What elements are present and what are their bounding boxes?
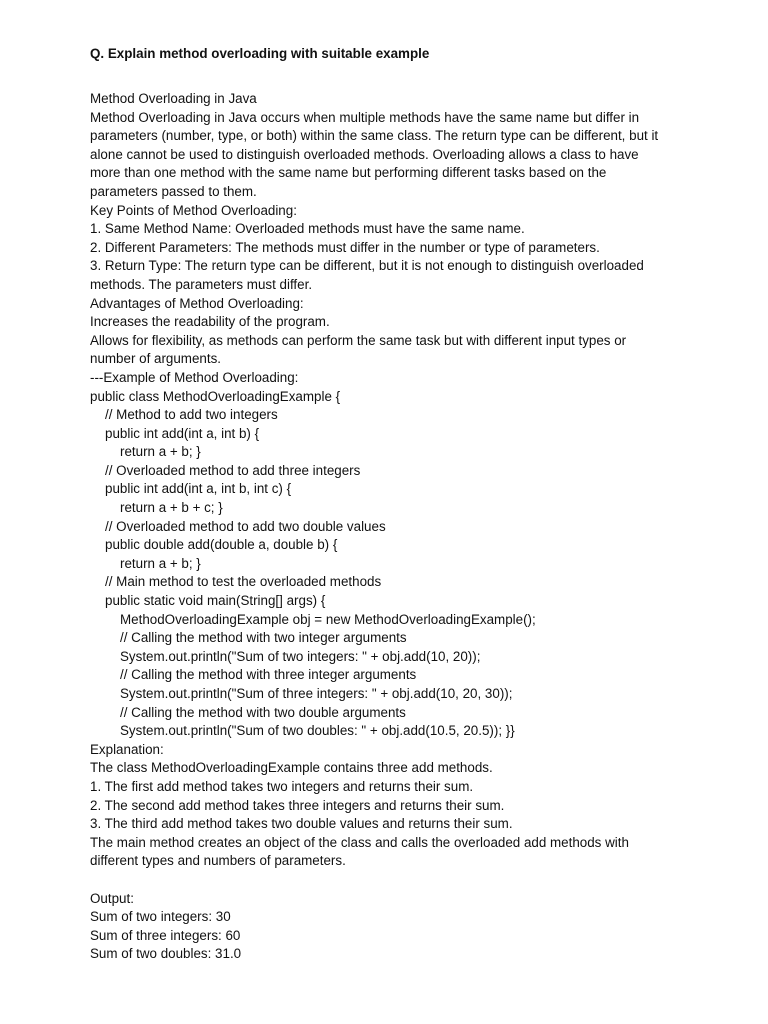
output-item: Sum of three integers: 60: [90, 927, 241, 943]
explanation-section: [90, 741, 690, 871]
explanation-item: different types and numbers of parameters.: [90, 853, 346, 869]
intro-line: more than one method with the same name but performing different tasks based on the: [90, 165, 607, 181]
example-heading: ---Example of Method Overloading:: [90, 369, 299, 385]
key-point-item: 3. Return Type: The return type can be different, but it is not enough to distinguish overloaded: [90, 258, 644, 274]
code-line: public static void main(String[] args) {: [105, 593, 326, 609]
code-line: MethodOverloadingExample obj = new MethodOverloadingExample();: [120, 611, 536, 627]
spacer: [90, 63, 690, 90]
advantages-heading: Advantages of Method Overloading:: [90, 295, 304, 311]
example-section: [90, 369, 690, 741]
code-line: // Main method to test the overloaded methods: [105, 574, 382, 590]
code-line: return a + b; }: [120, 555, 201, 571]
explanation-heading: Explanation:: [90, 741, 164, 757]
intro-line: parameters (number, type, or both) within the same class. The return type can be different, but it: [90, 128, 659, 144]
code-line: return a + b + c; }: [120, 500, 223, 516]
code-block: [90, 388, 690, 741]
intro-line: Method Overloading in Java occurs when multiple methods have the same name but differ in: [90, 109, 640, 125]
code-line: // Calling the method with three integer arguments: [120, 667, 417, 683]
code-line: // Calling the method with two double arguments: [120, 704, 406, 720]
explanation-item: 1. The first add method takes two integers and returns their sum.: [90, 778, 474, 794]
code-line: // Calling the method with two integer arguments: [120, 630, 407, 646]
explanation-item: 2. The second add method takes three integers and returns their sum.: [90, 797, 505, 813]
explanation-item: The main method creates an object of the class and calls the overloaded add methods with: [90, 834, 629, 850]
code-line: public class MethodOverloadingExample {: [90, 388, 341, 404]
code-line: return a + b; }: [120, 444, 201, 460]
explanation-item: The class MethodOverloadingExample contains three add methods.: [90, 760, 493, 776]
code-line: System.out.println("Sum of two doubles: " + obj.add(10.5, 20.5)); }}: [120, 723, 515, 739]
code-line: public int add(int a, int b) {: [105, 425, 260, 441]
intro-line: parameters passed to them.: [90, 183, 257, 199]
code-line: // Overloaded method to add two double values: [105, 518, 386, 534]
output-section: [90, 890, 690, 964]
code-line: // Overloaded method to add three integers: [105, 462, 361, 478]
intro-line: alone cannot be used to distinguish overloaded methods. Overloading allows a class to have: [90, 146, 639, 162]
output-item: Sum of two integers: 30: [90, 909, 231, 925]
code-line: System.out.println("Sum of two integers: " + obj.add(10, 20));: [120, 648, 481, 664]
key-point-item: methods. The parameters must differ.: [90, 276, 313, 292]
code-line: public double add(double a, double b) {: [105, 537, 338, 553]
key-points-heading: Key Points of Method Overloading:: [90, 202, 297, 218]
intro-paragraph: [90, 109, 690, 202]
question-title: Q. Explain method overloading with suitable example: [90, 46, 430, 61]
code-line: public int add(int a, int b, int c) {: [105, 481, 292, 497]
advantage-item: Allows for flexibility, as methods can perform the same task but with different input types or: [90, 332, 627, 348]
explanation-item: 3. The third add method takes two double values and returns their sum.: [90, 816, 513, 832]
advantages-section: [90, 295, 690, 369]
output-item: Sum of two doubles: 31.0: [90, 946, 242, 962]
key-points-section: [90, 202, 690, 295]
advantage-item: Increases the readability of the program.: [90, 314, 330, 330]
code-line: System.out.println("Sum of three integers: " + obj.add(10, 20, 30));: [120, 686, 513, 701]
spacer: [90, 871, 690, 890]
key-point-item: 2. Different Parameters: The methods must differ in the number or type of parameters.: [90, 239, 600, 255]
key-point-item: 1. Same Method Name: Overloaded methods must have the same name.: [90, 221, 525, 237]
section-heading: Method Overloading in Java: [90, 91, 257, 106]
code-line: // Method to add two integers: [105, 407, 278, 423]
document-page: [90, 44, 690, 964]
advantage-item: number of arguments.: [90, 351, 221, 367]
output-heading: Output:: [90, 890, 134, 906]
